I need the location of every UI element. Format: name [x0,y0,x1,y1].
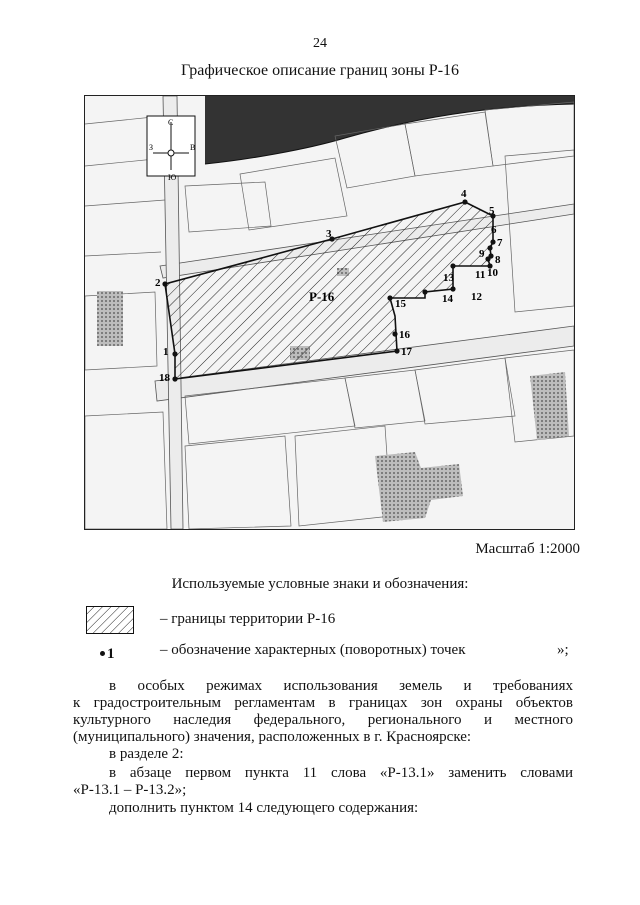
paragraph-line: в абзаце первом пункта 11 слова «Р-13.1» заменить словами [109,765,573,781]
building-right [530,372,569,440]
paragraph-replace [73,765,573,799]
point-label-6: 6 [491,224,497,236]
point-label-14: 14 [442,293,453,305]
point-label-1: 1 [163,346,169,358]
point-label-10: 10 [487,267,498,279]
point-label-16: 16 [399,329,410,341]
point-label-9: 9 [479,248,485,260]
point-label-8: 8 [495,254,501,266]
page-number: 24 [313,36,327,51]
map-drawing [85,96,574,529]
point-label-2: 2 [155,277,161,289]
legend-point-symbol [100,646,115,663]
point-dot-icon [100,651,105,656]
compass-west: З [149,143,154,152]
zone-map [84,95,575,530]
point-label-15: 15 [395,298,406,310]
map-scale: Масштаб 1:2000 [475,541,580,557]
compass-south: Ю [168,173,177,182]
point-label-12: 12 [471,291,482,303]
legend-title: Используемые условные знаки и обозначения: [171,576,469,592]
point-label-18: 18 [159,372,170,384]
building-bottom [375,452,463,522]
point-label-11: 11 [475,269,486,281]
compass-east: В [190,143,196,152]
paragraph-section-2: в разделе 2: [109,746,184,762]
paragraph-line: в особых режимах использования земель и требованиях [109,678,573,694]
paragraph-line: к градостроительным регламентам в границах зон охраны объектов [73,695,573,711]
page-title: Графическое описание границ зоны Р-16 [180,62,460,79]
compass-north: С [168,118,174,127]
paragraph-line: культурного наследия федерального, регионального и местного [73,712,573,728]
point-label-5: 5 [489,205,495,217]
point-label-13: 13 [443,272,454,284]
point-label-3: 3 [326,228,332,240]
paragraph-line: (муниципального) значения, расположенных в г. Красноярске: [73,729,472,745]
legend-point-number: 1 [107,646,115,662]
legend-closing-quote: »; [557,642,569,658]
zone-label: Р-16 [309,289,335,304]
paragraph-regimes [73,678,573,746]
paragraph-line: «Р-13.1 – Р-13.2»; [73,782,187,798]
point-label-7: 7 [497,237,503,249]
legend-hatch-label: – границы территории Р-16 [160,611,336,627]
point-label-17: 17 [401,346,412,358]
legend-point-label: – обозначение характерных (поворотных) точек [160,642,466,658]
legend-hatch-swatch [86,606,134,634]
paragraph-add-point: дополнить пунктом 14 следующего содержания: [109,800,419,816]
building-left [97,291,123,346]
point-label-4: 4 [461,188,467,200]
river-band [205,96,574,164]
